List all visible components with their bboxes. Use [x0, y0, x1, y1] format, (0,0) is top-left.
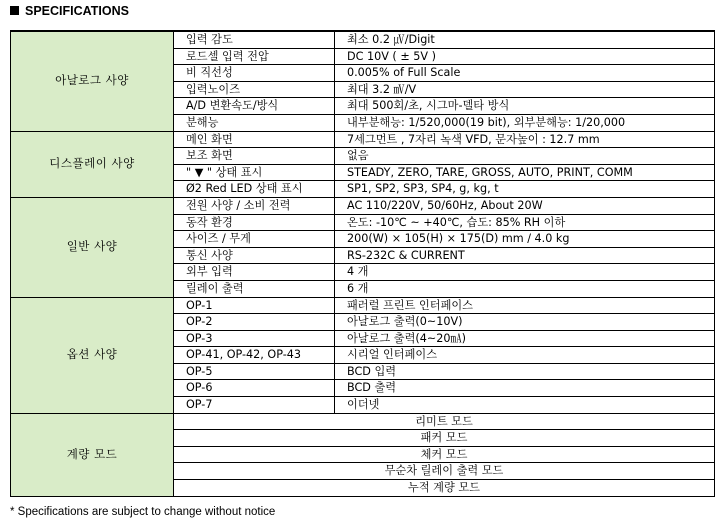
value-cell: SP1, SP2, SP3, SP4, g, kg, t — [335, 181, 715, 198]
value-cell: 내부분해능: 1/520,000(19 bit), 외부분해능: 1/20,000 — [335, 114, 715, 131]
item-cell: OP-6 — [174, 380, 335, 397]
value-cell: STEADY, ZERO, TARE, GROSS, AUTO, PRINT, COMM — [335, 164, 715, 181]
item-cell: 동작 환경 — [174, 214, 335, 231]
value-cell: 최소 0.2 ㎶/Digit — [335, 31, 715, 48]
value-cell: 7세그먼트 , 7자리 녹색 VFD, 문자높이 : 12.7 mm — [335, 131, 715, 148]
item-cell: Ø2 Red LED 상태 표시 — [174, 181, 335, 198]
mode-cell: 패커 모드 — [174, 430, 715, 447]
category-cell: 아날로그 사양 — [11, 31, 174, 131]
value-cell: BCD 출력 — [335, 380, 715, 397]
value-cell: 최대 3.2 ㎷/V — [335, 81, 715, 98]
spec-table — [10, 30, 715, 497]
item-cell: 외부 입력 — [174, 264, 335, 281]
item-cell: 전원 사양 / 소비 전력 — [174, 197, 335, 214]
value-cell: 온도: -10℃ ~ +40℃, 습도: 85% RH 이하 — [335, 214, 715, 231]
item-cell: 보조 화면 — [174, 148, 335, 165]
spec-heading — [10, 2, 129, 20]
table-row — [11, 297, 715, 314]
value-cell: 0.005% of Full Scale — [335, 65, 715, 82]
item-cell: A/D 변환속도/방식 — [174, 98, 335, 115]
value-cell: 시리얼 인터페이스 — [335, 347, 715, 364]
category-cell: 디스플레이 사양 — [11, 131, 174, 197]
mode-cell: 누적 계량 모드 — [174, 480, 715, 497]
value-cell: BCD 입력 — [335, 363, 715, 380]
value-cell: 4 개 — [335, 264, 715, 281]
item-cell: OP-1 — [174, 297, 335, 314]
square-bullet-icon — [10, 6, 19, 15]
item-cell: OP-2 — [174, 314, 335, 331]
item-cell: OP-41, OP-42, OP-43 — [174, 347, 335, 364]
table-row — [11, 413, 715, 430]
category-cell: 일반 사양 — [11, 197, 174, 297]
value-cell: 없음 — [335, 148, 715, 165]
mode-cell: 리미트 모드 — [174, 413, 715, 430]
item-cell: 릴레이 출력 — [174, 280, 335, 297]
category-cell: 계량 모드 — [11, 413, 174, 496]
item-cell: 분해능 — [174, 114, 335, 131]
value-cell: 아날로그 출력(0~10V) — [335, 314, 715, 331]
value-cell: 아날로그 출력(4~20㎃) — [335, 330, 715, 347]
value-cell: 최대 500회/초, 시그마-델타 방식 — [335, 98, 715, 115]
mode-cell: 무순차 릴레이 출력 모드 — [174, 463, 715, 480]
value-cell: 이더넷 — [335, 397, 715, 414]
value-cell: DC 10V ( ± 5V ) — [335, 48, 715, 65]
value-cell: 6 개 — [335, 280, 715, 297]
category-cell: 옵션 사양 — [11, 297, 174, 413]
table-row — [11, 31, 715, 48]
table-row — [11, 197, 715, 214]
value-cell: RS-232C & CURRENT — [335, 247, 715, 264]
item-cell: 입력 감도 — [174, 31, 335, 48]
footnote: * Specifications are subject to change without notice — [10, 506, 276, 518]
item-cell: 로드셀 입력 전압 — [174, 48, 335, 65]
value-cell: 패러럴 프린트 인터페이스 — [335, 297, 715, 314]
item-cell: OP-7 — [174, 397, 335, 414]
item-cell: 통신 사양 — [174, 247, 335, 264]
heading-text: SPECIFICATIONS — [25, 4, 129, 18]
value-cell: 200(W) × 105(H) × 175(D) mm / 4.0 kg — [335, 231, 715, 248]
item-cell: 비 직선성 — [174, 65, 335, 82]
mode-cell: 체커 모드 — [174, 446, 715, 463]
item-cell: OP-3 — [174, 330, 335, 347]
item-cell: 입력노이즈 — [174, 81, 335, 98]
item-cell: 메인 화면 — [174, 131, 335, 148]
item-cell: OP-5 — [174, 363, 335, 380]
table-row — [11, 131, 715, 148]
item-cell: 사이즈 / 무게 — [174, 231, 335, 248]
value-cell: AC 110/220V, 50/60Hz, About 20W — [335, 197, 715, 214]
item-cell: " ▼ " 상태 표시 — [174, 164, 335, 181]
